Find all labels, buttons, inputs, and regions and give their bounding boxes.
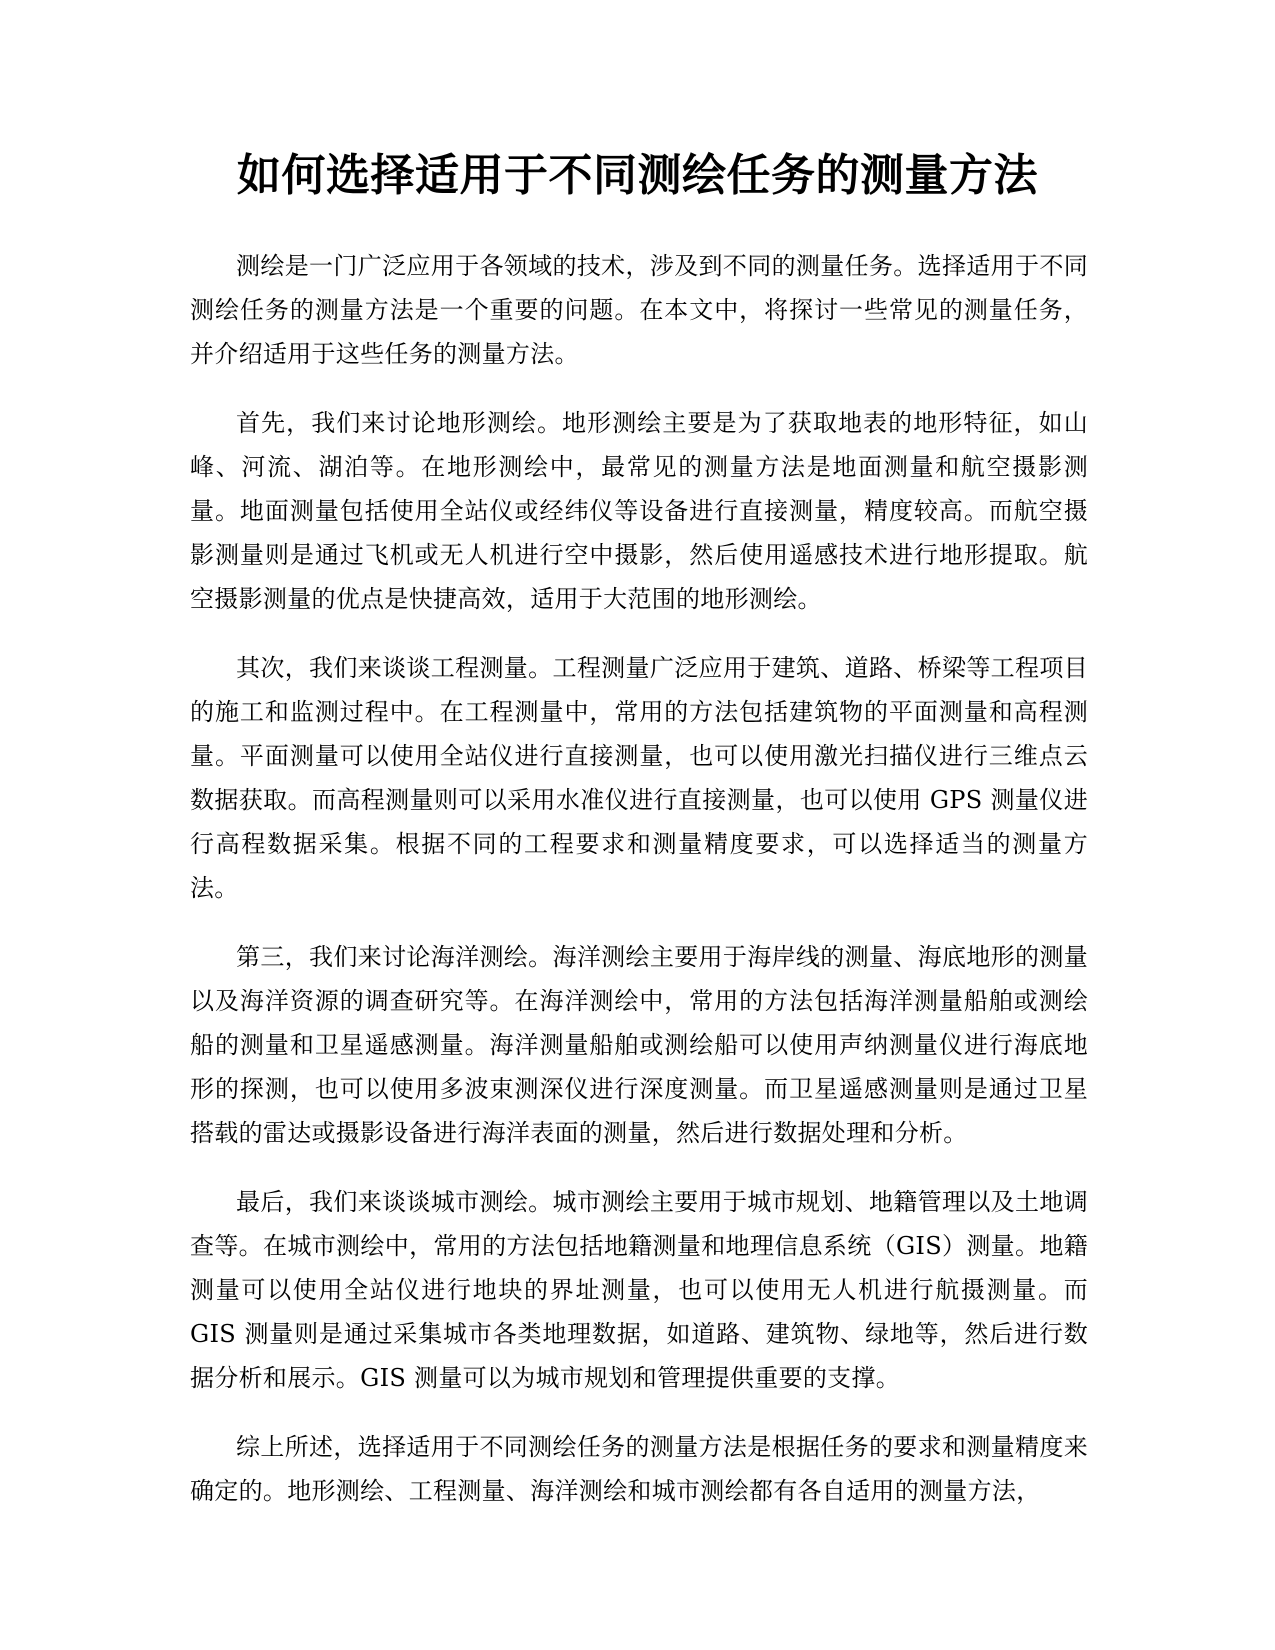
- paragraph-topographic-surveying: 首先，我们来讨论地形测绘。地形测绘主要是为了获取地表的地形特征，如山峰、河流、湖泊等。在地形测绘中，最常见的测量方法是地面测量和航空摄影测量。地面测量包括使用全站仪或经纬仪等设备进行直接测量，精度较高。而航空摄影测量则是通过飞机或无人机进行空中摄影，然后使用遥感技术进行地形提取。航空摄影测量的优点是快捷高效，适用于大范围的地形测绘。: [190, 409, 1088, 613]
- document-title: 如何选择适用于不同测绘任务的测量方法: [237, 150, 1038, 201]
- paragraph-engineering-surveying: 其次，我们来谈谈工程测量。工程测量广泛应用于建筑、道路、桥梁等工程项目的施工和监测过程中。在工程测量中，常用的方法包括建筑物的平面测量和高程测量。平面测量可以使用全站仪进行直接测量，也可以使用激光扫描仪进行三维点云数据获取。而高程测量则可以采用水准仪进行直接测量，也可以使用 GPS 测量仪进行高程数据采集。根据不同的工程要求和测量精度要求，可以选择适当的测量方法。: [190, 654, 1088, 902]
- paragraph-urban-surveying: 最后，我们来谈谈城市测绘。城市测绘主要用于城市规划、地籍管理以及土地调查等。在城市测绘中，常用的方法包括地籍测量和地理信息系统（GIS）测量。地籍测量可以使用全站仪进行地块的界址测量，也可以使用无人机进行航摄测量。而 GIS 测量则是通过采集城市各类地理数据，如道路、建筑物、绿地等，然后进行数据分析和展示。GIS 测量可以为城市规划和管理提供重要的支撑。: [190, 1188, 1088, 1392]
- document-body: [190, 244, 1088, 1538]
- paragraph-introduction: 测绘是一门广泛应用于各领域的技术，涉及到不同的测量任务。选择适用于不同测绘任务的测量方法是一个重要的问题。在本文中，将探讨一些常见的测量任务，并介绍适用于这些任务的测量方法。: [190, 252, 1088, 368]
- paragraph-conclusion: 综上所述，选择适用于不同测绘任务的测量方法是根据任务的要求和测量精度来确定的。地形测绘、工程测量、海洋测绘和城市测绘都有各自适用的测量方法，: [190, 1433, 1088, 1505]
- paragraph-marine-surveying: 第三，我们来讨论海洋测绘。海洋测绘主要用于海岸线的测量、海底地形的测量以及海洋资源的调查研究等。在海洋测绘中，常用的方法包括海洋测量船舶或测绘船的测量和卫星遥感测量。海洋测量船舶或测绘船可以使用声纳测量仪进行海底地形的探测，也可以使用多波束测深仪进行深度测量。而卫星遥感测量则是通过卫星搭载的雷达或摄影设备进行海洋表面的测量，然后进行数据处理和分析。: [190, 943, 1088, 1147]
